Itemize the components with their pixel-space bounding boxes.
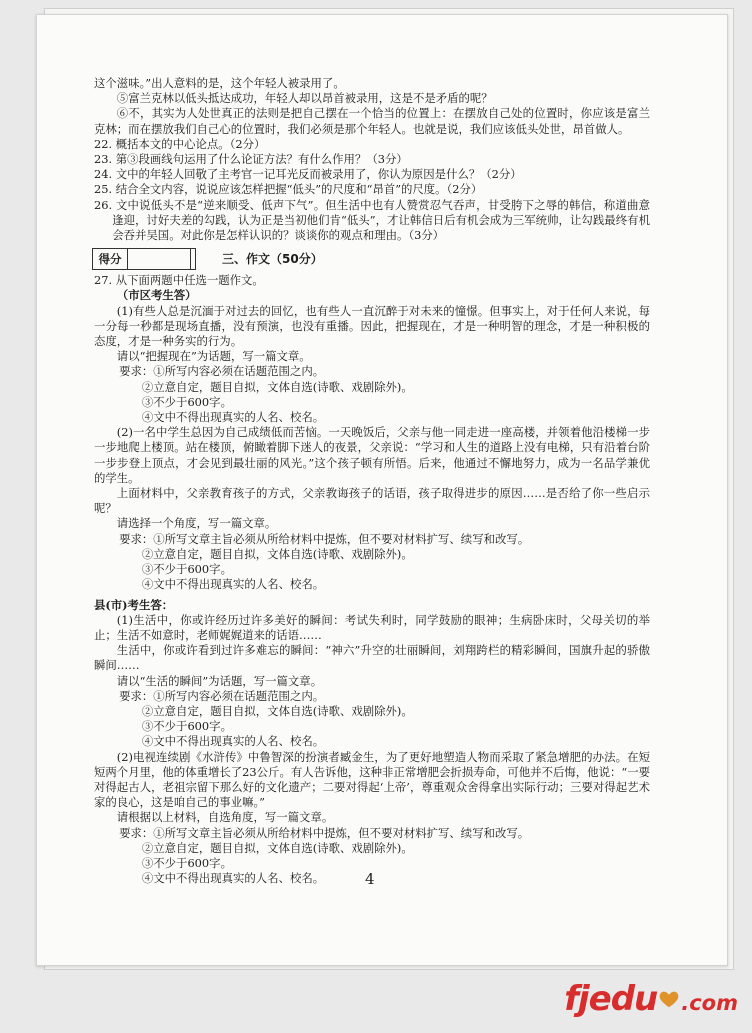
heart-icon (658, 988, 680, 1010)
county-topic1-prompt: 请以“生活的瞬间”为话题，写一篇文章。 (116, 673, 323, 688)
city-topic2-req4: ④文中不得出现真实的人名、校名。 (141, 577, 325, 592)
city-topic1-prompt: 请以“把握现在”为话题，写一篇文章。 (116, 349, 311, 364)
score-box (92, 248, 196, 270)
city-topic1-req2: ②立意自定，题目自拟，文体自选(诗歌、戏剧除外)。 (141, 379, 413, 394)
county-topic1-req4: ④文中不得出现真实的人名、校名。 (141, 734, 325, 749)
question-24: 24. 文中的年轻人回敬了主考官一记耳光反而被录用了，你认为原因是什么？（2分） (94, 167, 522, 182)
county-topic1-req1: 要求：①所写内容必须在话题范围之内。 (119, 688, 325, 703)
question-26: 26. 文中说低头不是“逆来顺受、低声下气”。但生活中也有人赞赏忍气吞声，甘受胯下之辱的韩信，称道曲意逢迎，讨好夫差的勾践，认为正是当初他们肯“低头”，才让韩信日后有机会成为三军统帅，让勾践最终有机会吞并吴国。对此你是怎样认识的？谈谈你的观点和理由。（3分） (94, 197, 650, 243)
score-blank (128, 249, 190, 269)
passage-line: 这个滋味。”出人意料的是，这个年轻人被录用了。 (94, 76, 345, 90)
county-topic2-prompt: 请根据以上材料，自选角度，写一篇文章。 (116, 810, 334, 825)
county-topic1-req2: ②立意自定，题目自拟，文体自选(诗歌、戏剧除外)。 (141, 703, 413, 718)
score-label: 得分 (93, 249, 128, 269)
county-topic1-material: (1)生活中，你或许经历过许多美好的瞬间：考试失利时，同学鼓励的眼神；生病卧床时，父母关切的举止；生活不如意时，老师娓娓道来的话语…… (94, 612, 650, 642)
city-topic2-req2: ②立意自定，题目自拟，文体自选(诗歌、戏剧除外)。 (141, 546, 413, 561)
question-25: 25. 结合全文内容，说说应该怎样把握“低头”的尺度和“昂首”的尺度。（2分） (94, 182, 483, 197)
county-topic2-req4: ④文中不得出现真实的人名、校名。 (141, 871, 325, 886)
city-topic1-material: (1)有些人总是沉湎于对过去的回忆，也有些人一直沉醉于对未来的憧憬。但事实上，对于任何人来说，每一分每一秒都是现场直播，没有预演，也没有重播。因此，把握现在，才是一种明智的理念，才是一种积极的态度，才是一种务实的行为。 (94, 303, 650, 349)
city-topic1-req4: ④文中不得出现真实的人名、校名。 (141, 410, 325, 425)
city-topic2-material: (2)一名中学生总因为自己成绩低而苦恼。一天晚饭后，父亲与他一同走进一座高楼，并领着他沿楼梯一步一步地爬上楼顶。站在楼顶，俯瞰着脚下迷人的夜景，父亲说：“学习和人生的道路上没有电梯，只有沿着台阶一步步登上顶点，才会见到最壮丽的风光。”这个孩子顿有所悟。后来，他通过不懈地努力，成为一名品学兼优的学生。 (94, 425, 650, 485)
city-topic2-question: 上面材料中，父亲教育孩子的方式，父亲教诲孩子的话语，孩子取得进步的原因……是否给了你一些启示呢？ (94, 486, 650, 516)
question-23: 23. 第③段画线句运用了什么论证方法？有什么作用？（3分） (94, 152, 408, 167)
county-topic2-req1: 要求：①所写文章主旨必须从所给材料中提炼，但不要对材料扩写、续写和改写。 (119, 825, 530, 840)
city-topic1-req3: ③不少于600字。 (141, 394, 232, 409)
city-topic1-req1: 要求：①所写内容必须在话题范围之内。 (119, 364, 325, 379)
score-row (92, 248, 650, 270)
watermark-domain: .com (681, 991, 738, 1015)
page-content (94, 76, 650, 886)
section-title: 三、作文（50分） (222, 251, 323, 266)
passage-paragraph-6: ⑥不，其实为人处世真正的法则是把自己摆在一个恰当的位置上：在摆放自己处的位置时，你应该是富兰克林；而在摆放我们自己心的位置时，我们必须是那个年轻人。也就是说，我们应该低头处世，昂首做人。 (94, 106, 650, 136)
page-number: 4 (365, 870, 375, 888)
city-topic2-req3: ③不少于600字。 (141, 562, 232, 577)
question-22: 22. 概括本文的中心论点。（2分） (94, 136, 266, 151)
county-topic1-req3: ③不少于600字。 (141, 719, 232, 734)
city-topic2-req1: 要求：①所写文章主旨必须从所给材料中提炼，但不要对材料扩写、续写和改写。 (119, 531, 530, 546)
county-topic2-req2: ②立意自定，题目自拟，文体自选(诗歌、戏剧除外)。 (141, 840, 413, 855)
passage-paragraph-5: ⑤富兰克林以低头抵达成功，年轻人却以昂首被录用，这是不是矛盾的呢？ (116, 91, 493, 106)
county-topic2-req3: ③不少于600字。 (141, 855, 232, 870)
site-watermark (564, 979, 738, 1019)
question-27: 27. 从下面两题中任选一题作文。 (94, 273, 264, 288)
county-topic2-material: (2)电视连续剧《水浒传》中鲁智深的扮演者臧金生，为了更好地塑造人物而采取了紧急增肥的办法。在短短两个月里，他的体重增长了23公斤。有人告诉他，这种非正常增肥会折损寿命，可他并不后悔，他说：“一要对得起古人，老祖宗留下那么好的文化遗产；二要对得起‘上帝’，尊重观众舍得拿出实际行动；三要对得起艺术家的良心，这是咱自己的事业嘛。” (94, 749, 650, 810)
county-header: 县(市)考生答： (94, 597, 174, 612)
score-ext (190, 249, 195, 269)
city-header: （市区考生答） (116, 288, 197, 303)
watermark-text: fjedu (564, 979, 658, 1019)
county-topic1-material2: 生活中，你或许看到过许多难忘的瞬间：“神六”升空的壮丽瞬间，刘翔跨栏的精彩瞬间，国旗升起的骄傲瞬间…… (94, 643, 650, 673)
city-topic2-prompt: 请选择一个角度，写一篇文章。 (116, 516, 277, 531)
